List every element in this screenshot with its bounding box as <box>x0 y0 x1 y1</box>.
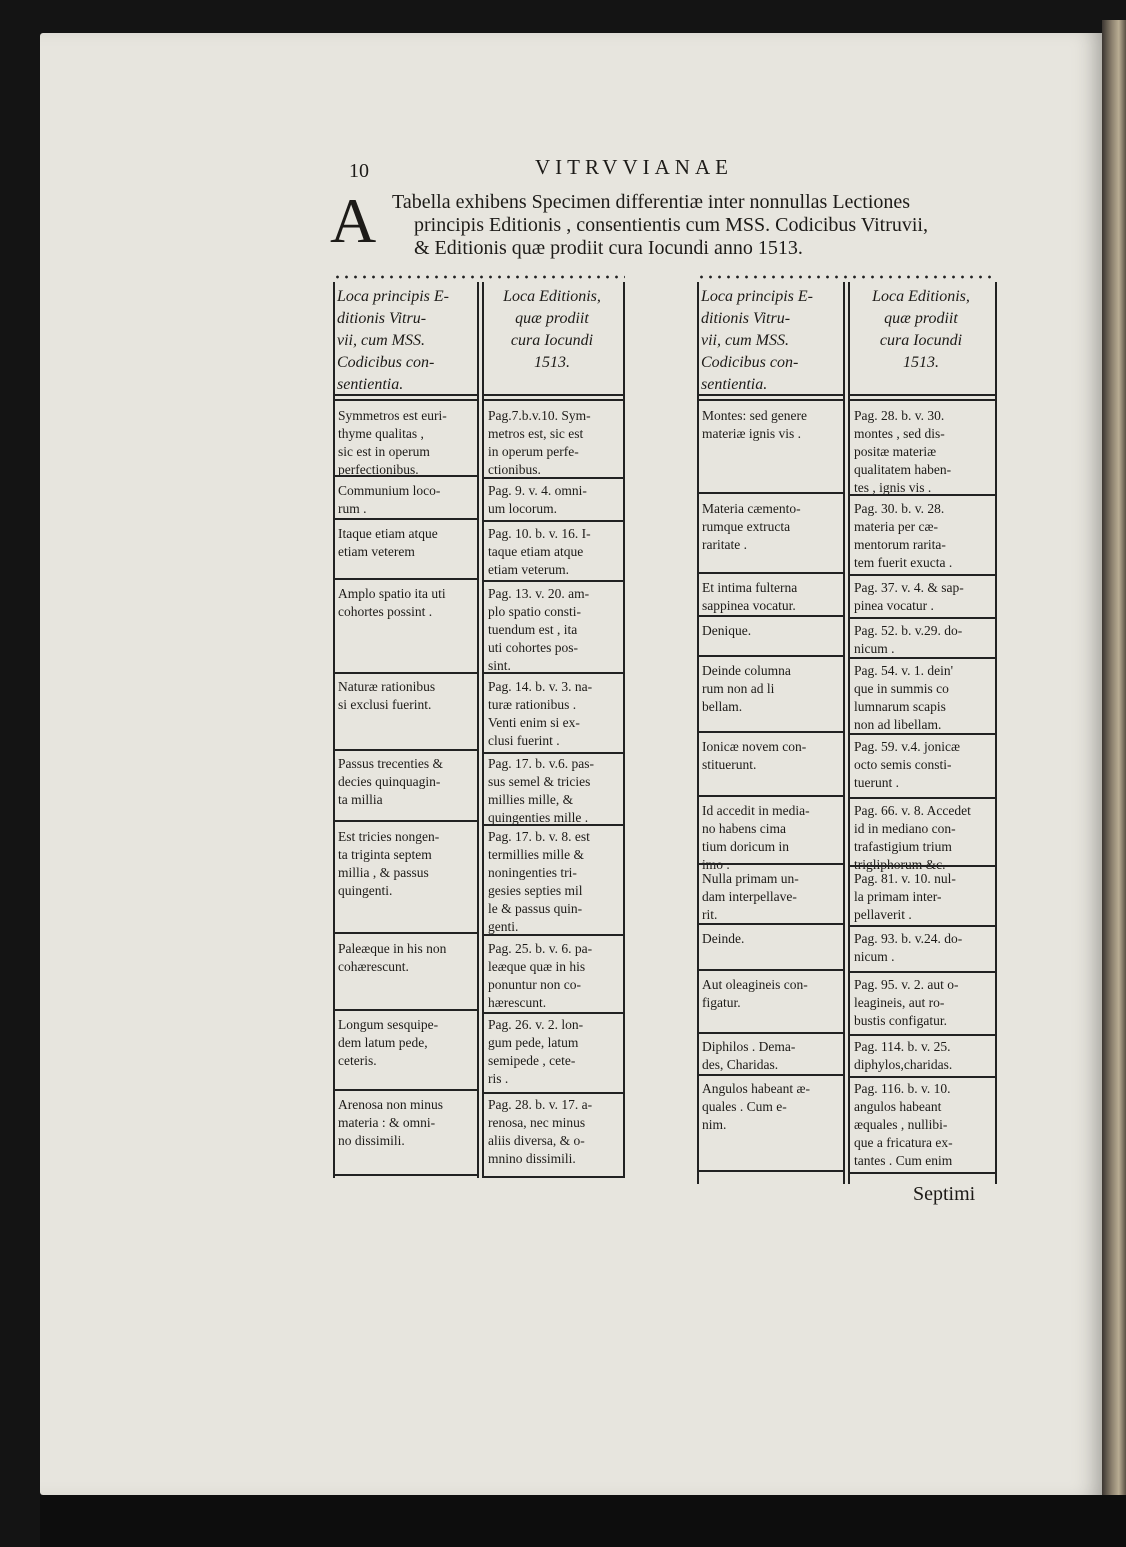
row-rule <box>850 865 995 867</box>
cell-principis <box>702 662 836 716</box>
row-rule <box>335 1089 477 1091</box>
cell-principis <box>702 500 836 554</box>
cell-iocundi <box>488 585 618 675</box>
cell-line: millia , & passus <box>338 865 429 880</box>
cell-line: Itaque etiam atque <box>338 526 438 541</box>
cell-principis <box>338 755 470 809</box>
row-rule <box>699 1074 843 1076</box>
cell-line: Pag. 93. b. v.24. do- <box>854 931 963 946</box>
row-rule <box>699 969 843 971</box>
cell-line: Codicibus con- <box>337 354 435 371</box>
cell-line: lumnarum scapis <box>854 699 946 714</box>
cell-line: Pag. 114. b. v. 25. <box>854 1039 951 1054</box>
cell-line: Loca principis E- <box>337 288 449 305</box>
cell-line: vii, cum MSS. <box>701 332 789 349</box>
row-rule <box>335 475 477 477</box>
cell-line: aliis diversa, & o- <box>488 1133 585 1148</box>
cell-line: cohærescunt. <box>338 959 409 974</box>
cell-principis <box>338 1016 470 1070</box>
cell-line: ponuntur non co- <box>488 977 581 992</box>
cell-line: genti. <box>488 919 519 934</box>
catchword: Septimi <box>913 1183 976 1205</box>
cell-line: id in mediano con- <box>854 821 956 836</box>
cell-line: thyme qualitas , <box>338 426 424 441</box>
cell-line: materiæ ignis vis . <box>702 426 801 441</box>
cell-line: Pag. 25. b. v. 6. pa- <box>488 941 593 956</box>
cell-line: Pag. 28. b. v. 17. a- <box>488 1097 593 1112</box>
cell-line: ditionis Vitru- <box>337 310 427 327</box>
row-rule <box>335 1009 477 1011</box>
cell-iocundi <box>854 1080 990 1170</box>
row-rule <box>850 1172 995 1174</box>
cell-line: bustis configatur. <box>854 1013 947 1028</box>
cell-line: æquales , nullibi- <box>854 1117 948 1132</box>
row-rule <box>699 731 843 733</box>
cell-line: quingenti. <box>338 883 393 898</box>
cell-iocundi <box>854 930 990 966</box>
cell-line: mnino dissimili. <box>488 1151 576 1166</box>
column-rule <box>333 282 335 1178</box>
row-rule <box>850 617 995 619</box>
header-rule <box>850 394 995 396</box>
row-rule <box>850 733 995 735</box>
cell-principis <box>702 579 836 615</box>
row-rule <box>850 494 995 496</box>
cell-line: mentorum rarita- <box>854 537 946 552</box>
cell-line: clusi fuerint . <box>488 733 560 748</box>
row-rule <box>484 477 623 479</box>
row-rule <box>850 574 995 576</box>
cell-line: sappinea vocatur. <box>702 598 796 613</box>
cell-line: semipede , cete- <box>488 1053 576 1068</box>
cell-iocundi <box>854 870 990 924</box>
row-rule <box>335 578 477 580</box>
cell-iocundi <box>488 525 618 579</box>
row-rule <box>335 1174 477 1176</box>
cell-line: taque etiam atque <box>488 544 584 559</box>
cell-iocundi <box>488 1016 618 1088</box>
cell-line: quæ prodiit <box>515 310 589 327</box>
cell-line: turæ rationibus . <box>488 697 577 712</box>
cell-principis <box>338 585 470 621</box>
row-rule <box>484 752 623 754</box>
cell-line: 1513. <box>534 354 570 371</box>
cell-line: Pag. 81. v. 10. nul- <box>854 871 956 886</box>
cell-line: plo spatio consti- <box>488 604 581 619</box>
cell-principis <box>338 940 470 976</box>
cell-line: des, Charidas. <box>702 1057 779 1072</box>
cell-line: materia : & omni- <box>338 1115 436 1130</box>
cell-line: dem latum pede, <box>338 1035 428 1050</box>
cell-line: montes , sed dis- <box>854 426 945 441</box>
cell-line: Loca principis E- <box>701 288 813 305</box>
cell-iocundi <box>854 976 990 1030</box>
intro-line: Tabella exhibens Specimen differentiæ inter nonnullas Lectiones <box>392 191 911 213</box>
cell-line: Arenosa non minus <box>338 1097 443 1112</box>
cell-iocundi <box>488 407 618 479</box>
row-rule <box>484 934 623 936</box>
dotted-top-border <box>697 274 997 280</box>
row-rule <box>335 749 477 751</box>
cell-principis <box>702 870 836 924</box>
cell-line: tem fuerit exucta . <box>854 555 953 570</box>
cell-iocundi <box>488 1096 618 1168</box>
cell-line: pellaverit . <box>854 907 912 922</box>
cell-line: metros est, sic est <box>488 426 584 441</box>
cell-line: ris . <box>488 1071 509 1086</box>
cell-principis <box>702 1080 836 1134</box>
cell-line: nim. <box>702 1117 727 1132</box>
cell-line: cura Iocundi <box>879 332 963 349</box>
row-rule <box>850 1034 995 1036</box>
cell-line: sentientia. <box>337 376 404 393</box>
row-rule <box>484 1176 623 1178</box>
cell-line: Pag. 30. b. v. 28. <box>854 501 945 516</box>
cell-iocundi <box>488 755 618 827</box>
cell-line: Materia cæmento- <box>702 501 801 516</box>
cell-line: sic est in operum <box>338 444 430 459</box>
cell-line: leæque quæ in his <box>488 959 586 974</box>
row-rule <box>335 672 477 674</box>
cell-line: Loca Editionis, <box>503 288 601 305</box>
cell-line: Pag. 26. v. 2. lon- <box>488 1017 584 1032</box>
cell-iocundi <box>854 802 990 874</box>
cell-line: que a fricatura ex- <box>854 1135 953 1150</box>
cell-line: 1513. <box>903 354 939 371</box>
cell-iocundi <box>854 579 990 615</box>
cell-line: Loca Editionis, <box>872 288 970 305</box>
cell-principis <box>702 930 836 948</box>
cell-line: raritate . <box>702 537 747 552</box>
cell-line: Pag. 37. v. 4. & sap- <box>854 580 964 595</box>
cell-line: trigliphorum &c. <box>854 857 946 872</box>
cell-line: quæ prodiit <box>884 310 958 327</box>
dotted-top-border <box>333 274 625 280</box>
row-rule <box>699 572 843 574</box>
column-rule <box>697 282 699 1184</box>
row-rule <box>699 795 843 797</box>
cell-line: tuendum est , ita <box>488 622 578 637</box>
cell-line: si exclusi fuerint. <box>338 697 432 712</box>
cell-line: tium doricum in <box>702 839 789 854</box>
cell-line: dam interpellave- <box>702 889 797 904</box>
intro-paragraph <box>392 191 1002 260</box>
column-rule <box>843 282 845 1184</box>
cell-line: quales . Cum e- <box>702 1099 787 1114</box>
cell-principis <box>338 525 470 561</box>
cell-line: Pag. 17. b. v.6. pas- <box>488 756 594 771</box>
header-rule <box>850 399 995 401</box>
cell-line: Id accedit in media- <box>702 803 810 818</box>
cell-line: Deinde columna <box>702 663 791 678</box>
cell-line: Pag. 9. v. 4. omni- <box>488 483 587 498</box>
row-rule <box>850 971 995 973</box>
cell-line: Pag.7.b.v.10. Sym- <box>488 408 591 423</box>
cell-line: Pag. 54. v. 1. dein' <box>854 663 954 678</box>
cell-line: diphylos,charidas. <box>854 1057 953 1072</box>
cell-line: la primam inter- <box>854 889 942 904</box>
cell-line: Symmetros est euri- <box>338 408 447 423</box>
cell-line: millies mille, & <box>488 792 574 807</box>
header-principis <box>337 286 471 396</box>
cell-line: no dissimili. <box>338 1133 405 1148</box>
cell-line: Pag. 10. b. v. 16. I- <box>488 526 591 541</box>
cell-line: gesies septies mil <box>488 883 583 898</box>
header-rule <box>335 399 477 401</box>
cell-line: perfectionibus. <box>338 462 419 477</box>
cell-line: Denique. <box>702 623 752 638</box>
row-rule <box>699 1170 843 1172</box>
cell-iocundi <box>488 482 618 518</box>
cell-line: Pag. 95. v. 2. aut o- <box>854 977 959 992</box>
cell-iocundi <box>854 622 990 658</box>
row-rule <box>699 492 843 494</box>
cell-principis <box>702 1038 836 1074</box>
cell-line: Et intima fulterna <box>702 580 798 595</box>
header-iocundi <box>852 286 990 374</box>
cell-line: Paleæque in his non <box>338 941 447 956</box>
page-number: 10 <box>349 160 369 182</box>
cell-principis <box>702 976 836 1012</box>
cell-line: um locorum. <box>488 501 557 516</box>
row-rule <box>850 657 995 659</box>
scan-background <box>40 1495 1126 1547</box>
drop-cap: A <box>330 185 377 256</box>
cell-line: positæ materiæ <box>854 444 937 459</box>
header-rule <box>335 394 477 396</box>
cell-line: trafastigium trium <box>854 839 952 854</box>
header-principis <box>701 286 837 396</box>
cell-iocundi <box>854 500 990 572</box>
row-rule <box>699 655 843 657</box>
cell-iocundi <box>488 940 618 1012</box>
cell-line: Est tricies nongen- <box>338 829 440 844</box>
comparison-table-right <box>697 274 997 1184</box>
cell-line: non ad libellam. <box>854 717 942 732</box>
cell-line: Pag. 13. v. 20. am- <box>488 586 590 601</box>
intro-line: principis Editionis , consentientis cum MSS. Codicibus Vitruvii, <box>414 214 928 236</box>
cell-line: Communium loco- <box>338 483 441 498</box>
cell-line: Angulos habeant æ- <box>702 1081 810 1096</box>
cell-principis <box>702 738 836 774</box>
running-head: VITRVVIANAE <box>535 155 733 179</box>
cell-line: sint. <box>488 658 511 673</box>
cell-line: Pag. 28. b. v. 30. <box>854 408 945 423</box>
row-rule <box>484 580 623 582</box>
row-rule <box>484 1012 623 1014</box>
cell-line: Venti enim si ex- <box>488 715 580 730</box>
row-rule <box>699 923 843 925</box>
row-rule <box>699 863 843 865</box>
cell-line: tuerunt . <box>854 775 899 790</box>
cell-line: Pag. 14. b. v. 3. na- <box>488 679 593 694</box>
cell-line: decies quinquagin- <box>338 774 441 789</box>
cell-line: quingenties mille . <box>488 810 589 825</box>
cell-line: angulos habeant <box>854 1099 942 1114</box>
cell-line: materia per cæ- <box>854 519 938 534</box>
cell-iocundi <box>488 678 618 750</box>
cell-line: ta millia <box>338 792 383 807</box>
cell-line: termillies mille & <box>488 847 584 862</box>
cell-line: rumque extructa <box>702 519 791 534</box>
cell-line: ctionibus. <box>488 462 541 477</box>
cell-line: ditionis Vitru- <box>701 310 791 327</box>
cell-principis <box>338 407 470 479</box>
cell-line: noningenties tri- <box>488 865 577 880</box>
cell-line: qualitatem haben- <box>854 462 952 477</box>
cell-line: tes , ignis vis . <box>854 480 932 495</box>
cell-line: Diphilos . Dema- <box>702 1039 796 1054</box>
cell-iocundi <box>854 738 990 792</box>
cell-line: rit. <box>702 907 718 922</box>
cell-line: le & passus quin- <box>488 901 583 916</box>
cell-line: rum non ad li <box>702 681 775 696</box>
cell-line: nicum . <box>854 949 895 964</box>
cell-line: que in summis co <box>854 681 949 696</box>
cell-line: tantes . Cum enim <box>854 1153 953 1168</box>
cell-line: Pag. 66. v. 8. Accedet <box>854 803 971 818</box>
row-rule <box>335 820 477 822</box>
cell-line: Deinde. <box>702 931 745 946</box>
cell-line: Ionicæ novem con- <box>702 739 807 754</box>
row-rule <box>335 518 477 520</box>
cell-line: imo . <box>702 857 730 872</box>
row-rule <box>699 615 843 617</box>
cell-line: cura Iocundi <box>510 332 594 349</box>
header-rule <box>484 399 623 401</box>
row-rule <box>335 932 477 934</box>
intro-line: & Editionis quæ prodiit cura Iocundi anno 1513. <box>414 237 803 259</box>
column-rule <box>477 282 479 1178</box>
cell-line: ta triginta septem <box>338 847 432 862</box>
row-rule <box>484 520 623 522</box>
page-edge <box>1102 20 1126 1500</box>
cell-principis <box>338 482 470 518</box>
cell-line: etiam veterem <box>338 544 415 559</box>
cell-line: Nulla primam un- <box>702 871 799 886</box>
header-rule <box>699 399 843 401</box>
cell-line: octo semis consti- <box>854 757 952 772</box>
header-rule <box>699 394 843 396</box>
cell-line: ceteris. <box>338 1053 377 1068</box>
cell-line: no habens cima <box>702 821 786 836</box>
cell-line: etiam veterum. <box>488 562 569 577</box>
cell-line: leagineis, aut ro- <box>854 995 945 1010</box>
row-rule <box>699 1032 843 1034</box>
cell-line: renosa, nec minus <box>488 1115 586 1130</box>
cell-line: cohortes possint . <box>338 604 433 619</box>
cell-line: Pag. 17. b. v. 8. est <box>488 829 590 844</box>
cell-principis <box>702 622 836 640</box>
row-rule <box>484 672 623 674</box>
cell-iocundi <box>488 828 618 936</box>
cell-line: bellam. <box>702 699 743 714</box>
cell-line: pinea vocatur . <box>854 598 934 613</box>
cell-principis <box>702 407 836 443</box>
header-rule <box>484 394 623 396</box>
cell-line: hærescunt. <box>488 995 547 1010</box>
cell-line: Naturæ rationibus <box>338 679 436 694</box>
cell-principis <box>338 1096 470 1150</box>
cell-line: Pag. 116. b. v. 10. <box>854 1081 951 1096</box>
column-rule <box>623 282 625 1178</box>
cell-line: in operum perfe- <box>488 444 579 459</box>
column-rule <box>995 282 997 1184</box>
cell-line: stituerunt. <box>702 757 757 772</box>
row-rule <box>484 824 623 826</box>
cell-line: Montes: sed genere <box>702 408 807 423</box>
cell-line: Pag. 59. v.4. jonicæ <box>854 739 960 754</box>
cell-line: Longum sesquipe- <box>338 1017 439 1032</box>
cell-principis <box>338 678 470 714</box>
comparison-table-left <box>333 274 625 1178</box>
cell-line: Amplo spatio ita uti <box>338 586 446 601</box>
cell-line: Passus trecenties & <box>338 756 443 771</box>
cell-line: uti cohortes pos- <box>488 640 578 655</box>
row-rule <box>850 1076 995 1078</box>
cell-line: Pag. 52. b. v.29. do- <box>854 623 963 638</box>
cell-line: Aut oleagineis con- <box>702 977 808 992</box>
cell-principis <box>338 828 470 900</box>
cell-line: Codicibus con- <box>701 354 799 371</box>
row-rule <box>850 797 995 799</box>
row-rule <box>850 925 995 927</box>
cell-line: figatur. <box>702 995 741 1010</box>
cell-line: sentientia. <box>701 376 768 393</box>
row-rule <box>484 1092 623 1094</box>
cell-line: gum pede, latum <box>488 1035 579 1050</box>
cell-iocundi <box>854 662 990 734</box>
cell-iocundi <box>854 407 990 497</box>
cell-line: rum . <box>338 501 367 516</box>
cell-line: vii, cum MSS. <box>337 332 425 349</box>
column-rule <box>482 282 484 1178</box>
header-iocundi <box>486 286 618 374</box>
cell-line: nicum . <box>854 641 895 656</box>
cell-line: sus semel & tricies <box>488 774 591 789</box>
cell-iocundi <box>854 1038 990 1074</box>
